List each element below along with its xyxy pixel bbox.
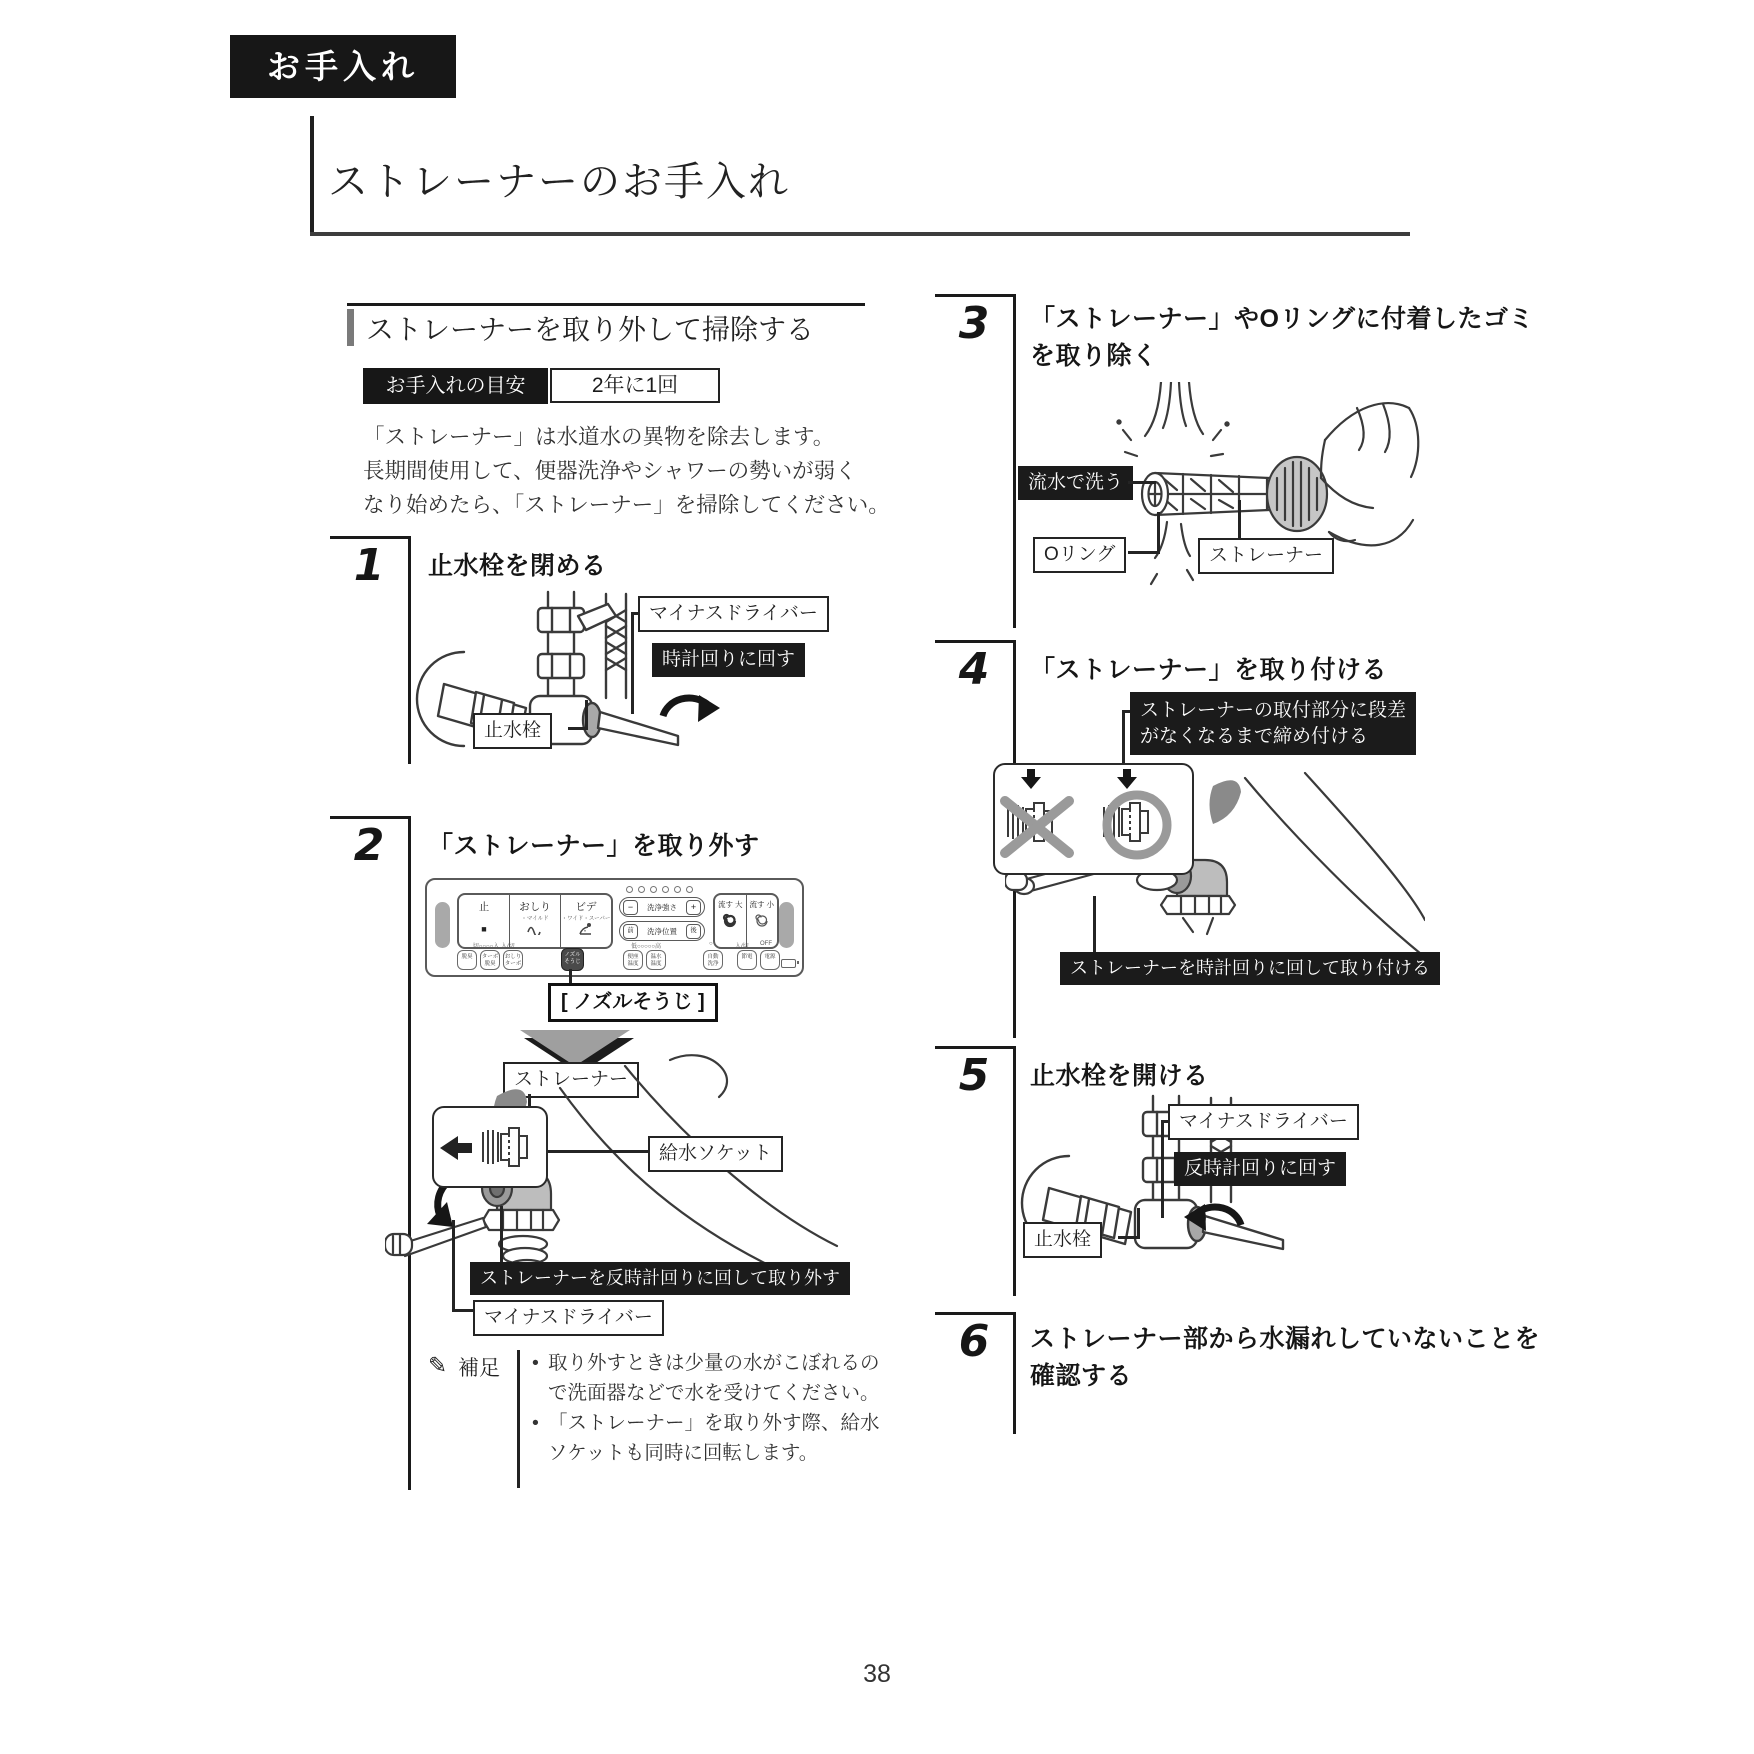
intro-line: 長期間使用して、便器洗浄やシャワーの勢いが弱く: [363, 459, 857, 483]
step3-heading-line2: を取り除く: [1030, 342, 1158, 370]
micro-label: 低○○○○○高: [630, 944, 662, 950]
strength-indicator-dots: [626, 886, 693, 893]
bullet-dot: •: [532, 1412, 539, 1434]
connector-line: [631, 612, 634, 714]
position-label: 洗浄位置: [647, 926, 677, 936]
flush-small-spiral-icon: [753, 912, 771, 930]
wash-strength-row: [619, 897, 705, 917]
section-left-bar: [347, 309, 354, 346]
nozzle-clean-callout: [ ノズルそうじ ]: [548, 983, 718, 1022]
step1-topline: [330, 536, 408, 539]
step1-valve-label: 止水栓: [473, 713, 552, 749]
auto-flush-button: 自動 洗浄: [703, 950, 723, 970]
step1-number: 1: [353, 540, 385, 591]
micro-label: 入/切: [501, 944, 515, 950]
step6-heading-line1: ストレーナー部から水漏れしていないことを: [1030, 1325, 1541, 1353]
step2-turn-badge: ストレーナーを反時計回りに回して取り外す: [470, 1262, 850, 1295]
page-number: 38: [863, 1660, 891, 1688]
title-underline: [310, 232, 1410, 236]
oshiri-turbo-button: おしり ターボ: [503, 950, 523, 970]
step6-number: 6: [958, 1316, 990, 1367]
connector-line: [1128, 551, 1160, 554]
bidet-sub-label: ・ワイド・スーパー: [561, 916, 611, 922]
step6-rail: [1013, 1312, 1016, 1434]
step6-heading-line2: 確認する: [1030, 1362, 1133, 1390]
clockwise-arrow-icon: [655, 676, 721, 728]
step1-valve-diagram: [380, 588, 680, 798]
tighten-line1: ストレーナーの取付部分に段差: [1140, 700, 1407, 721]
connector-line: [585, 700, 588, 730]
turbo-deodorize-button: ターボ 脱臭: [480, 950, 500, 970]
step3-oring-label: Oリング: [1033, 537, 1126, 573]
step4-topline: [935, 640, 1013, 643]
seat-temp-button: 便座 温度: [623, 950, 643, 970]
stop-icon: ■: [481, 924, 487, 934]
intro-line: なり始めたら、「ストレーナー」を掃除してください。: [363, 493, 890, 517]
wash-position-row: [619, 921, 705, 941]
stop-label: 止: [478, 901, 490, 913]
connector-line: [1238, 500, 1241, 538]
pencil-icon: ✎: [428, 1352, 448, 1378]
step3-strainer-label: ストレーナー: [1198, 538, 1334, 574]
position-front-button: 前: [623, 924, 638, 939]
maintenance-interval-value: 2年に1回: [550, 368, 720, 403]
step6-topline: [935, 1312, 1013, 1315]
title-left-rule: [310, 116, 314, 236]
correct-inset-graphic: [995, 765, 1188, 869]
connector-line: [1157, 512, 1160, 554]
step4-attach-badge: ストレーナーを時計回りに回して取り付ける: [1060, 952, 1440, 985]
eco-button: 節電: [737, 950, 757, 970]
power-button: 電源: [760, 950, 780, 970]
step4-tighten-badge: [1130, 692, 1416, 755]
oshiri-label: おしり: [519, 901, 551, 913]
bullet-dot: •: [532, 1352, 539, 1374]
step2-number: 2: [353, 820, 385, 871]
micro-label: ○: [709, 941, 713, 947]
intro-paragraph: [363, 420, 890, 522]
step5-topline: [935, 1046, 1013, 1049]
note-item: [532, 1348, 884, 1408]
removal-inset-graphic: [434, 1108, 542, 1182]
step5-valve-label: 止水栓: [1023, 1222, 1102, 1258]
connector-line: [1161, 1120, 1164, 1218]
tighten-line2: がなくなるまで締め付ける: [1140, 725, 1369, 747]
step1-turn-badge: 時計回りに回す: [652, 643, 805, 677]
nozzle-clean-button: ノズル そうじ: [561, 948, 584, 971]
oshiri-button: [509, 895, 560, 947]
note-item: [532, 1408, 884, 1468]
step4-correct-inset: [993, 763, 1194, 875]
note-divider: [517, 1350, 520, 1488]
step2-topline: [330, 816, 408, 819]
page-title: ストレーナーのお手入れ: [328, 160, 790, 204]
stop-button: [459, 895, 509, 947]
note-label: 補足: [458, 1357, 500, 1380]
step2-strainer-label: ストレーナー: [503, 1062, 639, 1098]
step3-heading-line1: 「ストレーナー」やOリングに付着したゴミ: [1030, 305, 1534, 333]
step5-driver-label: マイナスドライバー: [1168, 1104, 1359, 1140]
strength-minus-button: −: [623, 900, 638, 915]
remote-side-button: [435, 902, 450, 948]
connector-line: [500, 1206, 503, 1262]
connector-line: [1093, 896, 1096, 952]
remote-side-button: [779, 902, 794, 948]
micro-label: 入/切: [735, 944, 749, 950]
connector-line: [1128, 481, 1156, 484]
connector-line: [1137, 1208, 1140, 1239]
step6-heading: [1030, 1321, 1540, 1395]
step2-removal-inset: [432, 1106, 548, 1188]
step3-number: 3: [958, 298, 990, 349]
remote-control-diagram: [425, 878, 804, 977]
deodorize-button: 脱臭: [457, 950, 477, 970]
maintenance-interval-badge: お手入れの目安: [363, 368, 548, 404]
step4-number: 4: [958, 644, 990, 695]
connector-line: [452, 1309, 473, 1312]
flush-big-label: 流す 大: [717, 900, 743, 909]
bidet-button: [560, 895, 611, 947]
step5-heading: 止水栓を開ける: [1030, 1062, 1209, 1090]
step4-heading: 「ストレーナー」を取り付ける: [1030, 656, 1388, 684]
note-item-text: 取り外すときは少量の水がこぼれるので洗面器などで水を受けてください。: [548, 1352, 880, 1404]
strength-plus-button: +: [686, 900, 701, 915]
flush-small-label: 流す 小: [749, 900, 775, 909]
step5-number: 5: [958, 1050, 990, 1101]
note-body: [532, 1348, 884, 1468]
chapter-tag-badge: お手入れ: [230, 35, 456, 98]
connector-line: [452, 1220, 455, 1312]
step2-heading: 「ストレーナー」を取り外す: [428, 832, 760, 860]
flush-big-spiral-icon: [721, 912, 739, 930]
note-item-text: 「ストレーナー」を取り外す際、給水ソケットも同時に回転します。: [548, 1412, 880, 1464]
water-temp-button: 温水 温度: [646, 950, 666, 970]
step3-rinse-badge: 流水で洗う: [1018, 466, 1133, 500]
micro-label: 切○○○○入: [472, 944, 500, 950]
step1-driver-label: マイナスドライバー: [638, 596, 829, 632]
step5-turn-badge: 反時計回りに回す: [1174, 1152, 1346, 1186]
step2-socket-label: 給水ソケット: [648, 1136, 783, 1172]
flush-big-button: [715, 895, 746, 947]
section-top-rule: [347, 303, 865, 306]
counterclockwise-arrow-icon: [1183, 1185, 1249, 1237]
step2-driver-label: マイナスドライバー: [473, 1300, 664, 1336]
step3-heading: [1030, 301, 1534, 375]
bidet-label: ビデ: [575, 901, 597, 913]
flush-small-button: [746, 895, 778, 947]
strength-label: 洗浄強さ: [647, 902, 677, 912]
position-back-button: 後: [686, 924, 701, 939]
battery-icon: [781, 959, 796, 968]
intro-line: 「ストレーナー」は水道水の異物を除去します。: [363, 425, 835, 449]
oshiri-spray-icon: [510, 923, 560, 941]
spacer: [459, 914, 509, 921]
bidet-spray-icon: [561, 922, 611, 940]
oshiri-sub-label: ・マイルド: [521, 916, 549, 922]
micro-label: OFF: [760, 941, 772, 947]
step3-topline: [935, 294, 1013, 297]
section-title: ストレーナーを取り外して掃除する: [366, 314, 815, 345]
step1-heading: 止水栓を閉める: [428, 552, 607, 580]
